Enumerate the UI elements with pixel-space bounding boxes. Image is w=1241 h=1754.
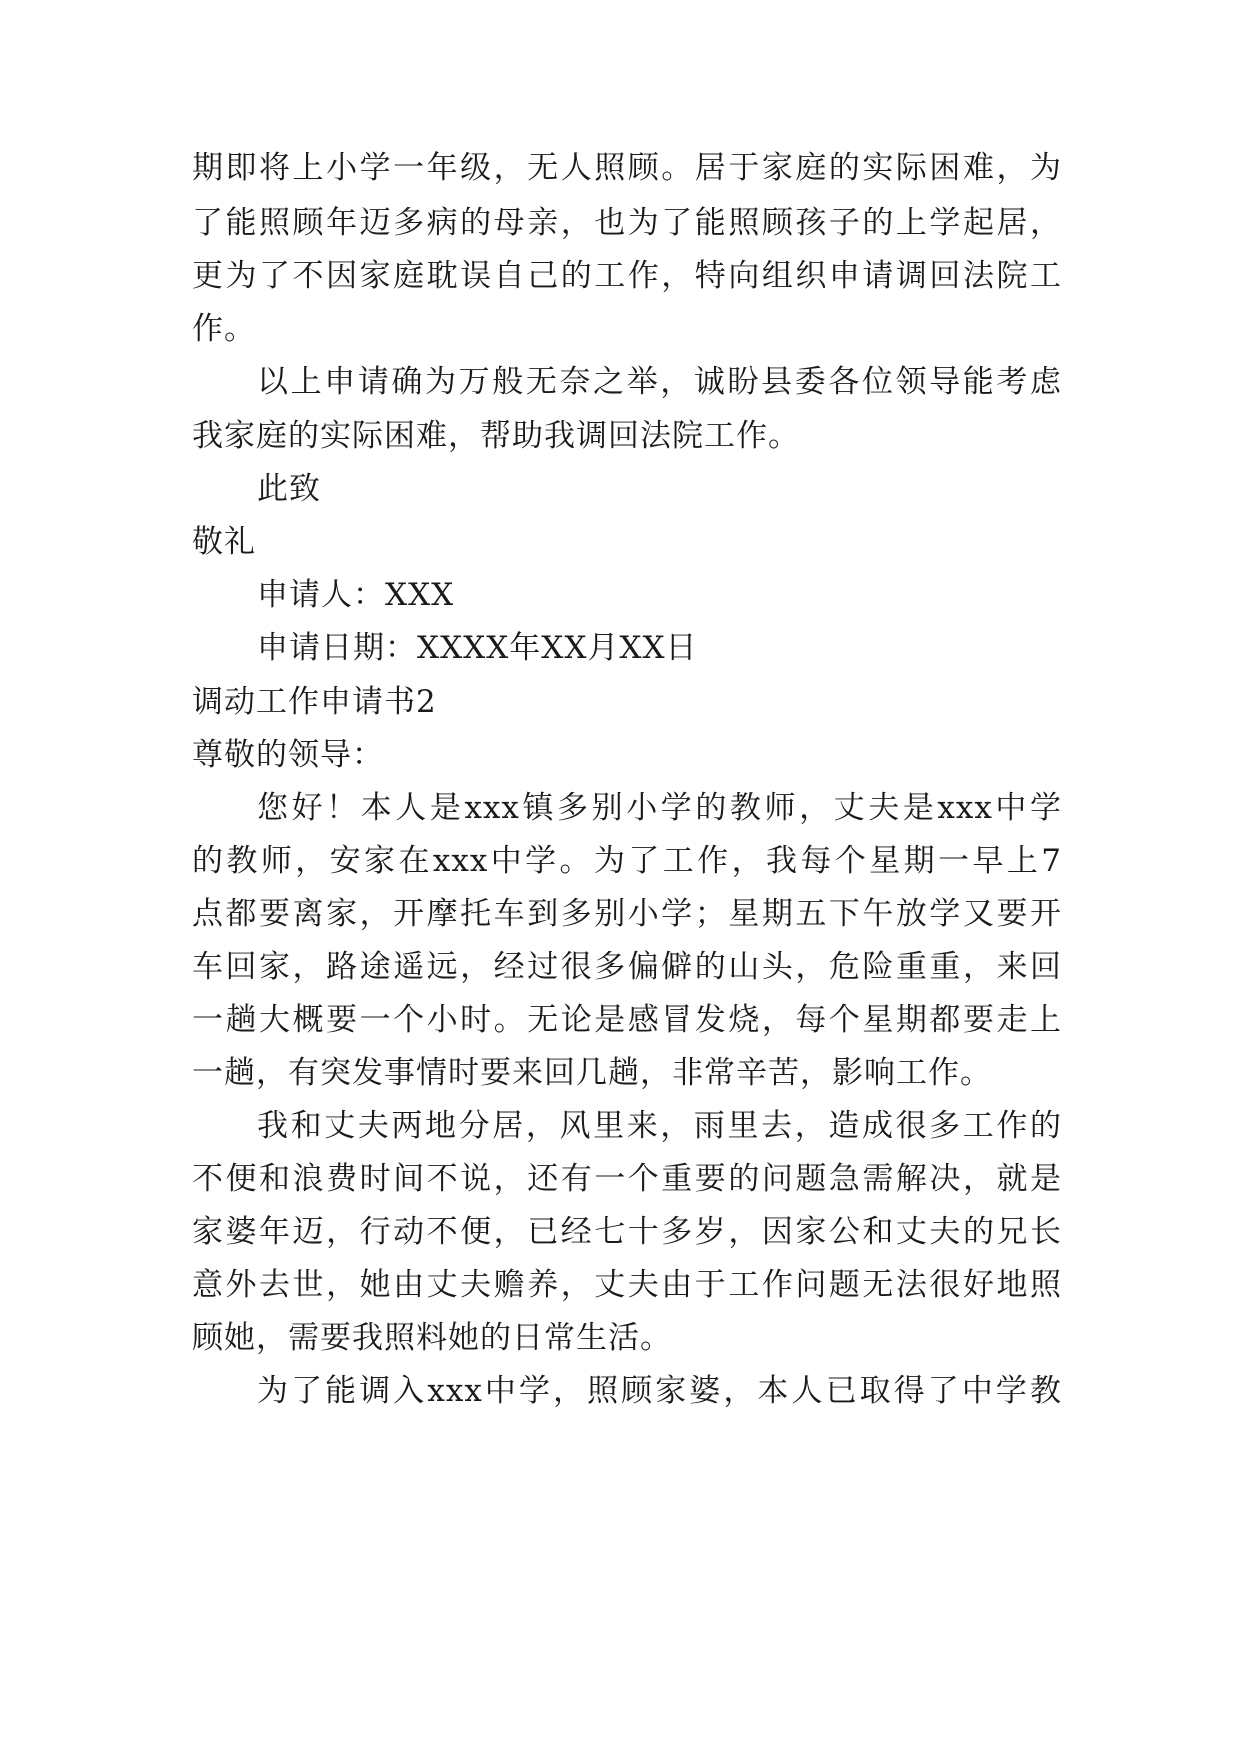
text-line: 车回家，路途遥远，经过很多偏僻的山头，危险重重，来回 xyxy=(192,949,1062,985)
text-line: 以上申请确为万般无奈之举，诚盼县委各位领导能考虑 xyxy=(257,364,1062,400)
text-line: 更为了不因家庭耽误自己的工作，特向组织申请调回法院工 xyxy=(192,258,1062,294)
text-line: 我家庭的实际困难，帮助我调回法院工作。 xyxy=(192,418,800,454)
section-title: 调动工作申请书2 xyxy=(192,684,437,720)
closing-salutation: 此致 xyxy=(257,471,321,507)
applicant-line: 申请人：XXX xyxy=(257,577,455,613)
text-line: 不便和浪费时间不说，还有一个重要的问题急需解决，就是 xyxy=(192,1161,1062,1197)
text-line: 作。 xyxy=(192,311,256,347)
text-line: 意外去世，她由丈夫赡养，丈夫由于工作问题无法很好地照 xyxy=(192,1267,1062,1303)
closing-regards: 敬礼 xyxy=(192,524,256,560)
text-line: 顾她，需要我照料她的日常生活。 xyxy=(192,1320,672,1356)
text-line: 我和丈夫两地分居，风里来，雨里去，造成很多工作的 xyxy=(257,1108,1062,1144)
text-line: 的教师，安家在xxx中学。为了工作，我每个星期一早上7 xyxy=(192,843,1062,879)
text-line: 了能照顾年迈多病的母亲，也为了能照顾孩子的上学起居， xyxy=(192,205,1062,241)
text-line: 家婆年迈，行动不便，已经七十多岁，因家公和丈夫的兄长 xyxy=(192,1214,1062,1250)
application-date-line: 申请日期：XXXX年XX月XX日 xyxy=(257,630,698,666)
text-line: 点都要离家，开摩托车到多别小学；星期五下午放学又要开 xyxy=(192,896,1062,932)
text-line: 一趟，有突发事情时要来回几趟，非常辛苦，影响工作。 xyxy=(192,1055,992,1091)
text-line: 为了能调入xxx中学，照顾家婆，本人已取得了中学教 xyxy=(257,1373,1062,1409)
text-line: 期即将上小学一年级，无人照顾。居于家庭的实际困难，为 xyxy=(192,150,1062,186)
greeting: 尊敬的领导： xyxy=(192,737,384,773)
text-line: 一趟大概要一个小时。无论是感冒发烧，每个星期都要走上 xyxy=(192,1002,1062,1038)
text-line: 您好！本人是xxx镇多别小学的教师，丈夫是xxx中学 xyxy=(257,790,1062,826)
